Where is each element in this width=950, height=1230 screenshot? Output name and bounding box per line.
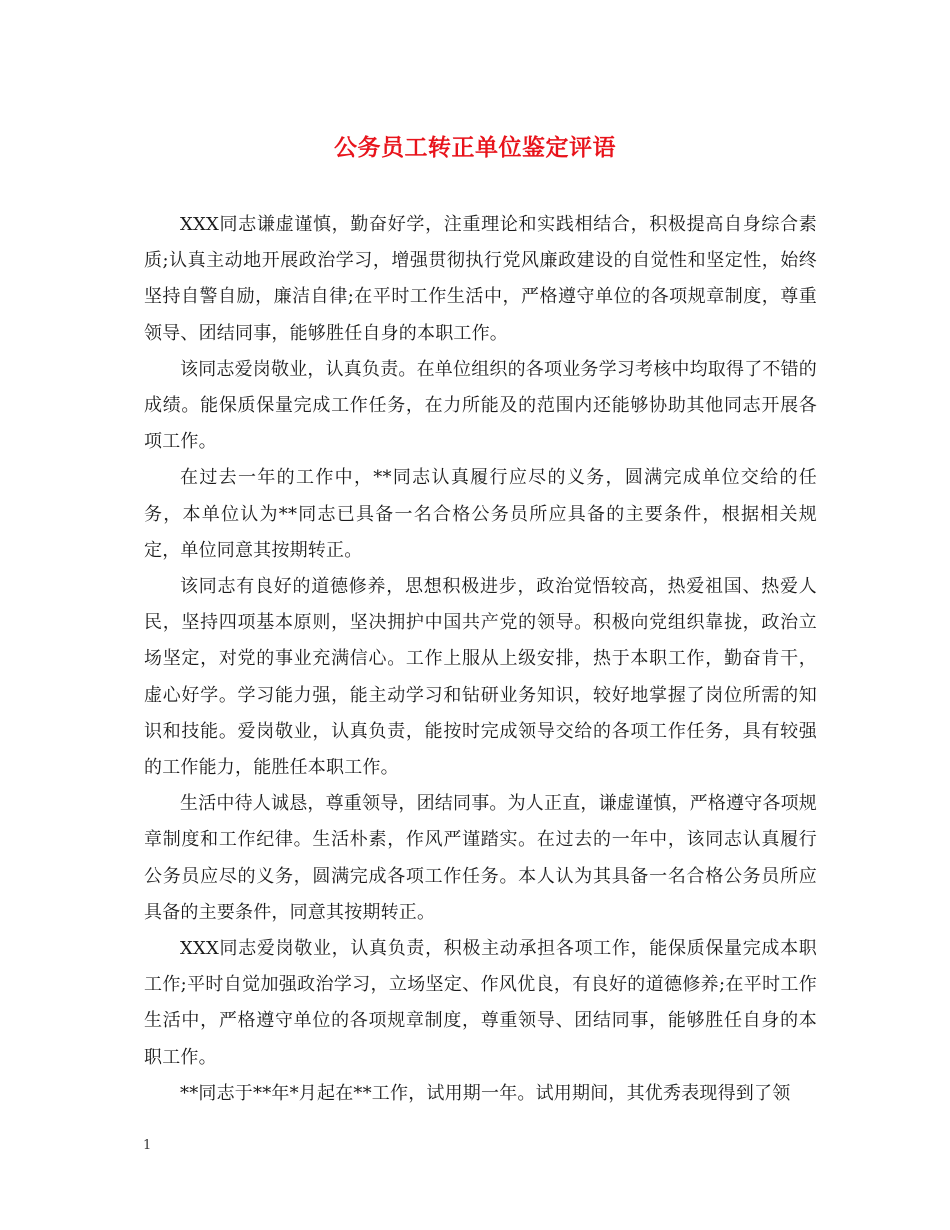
paragraph-3: 在过去一年的工作中，**同志认真履行应尽的义务，圆满完成单位交给的任务，本单位认为**同志已具备一名合格公务员所应具备的主要条件，根据相关规定，单位同意其按期转正。 <box>144 467 817 561</box>
document-title: 公务员工转正单位鉴定评语 <box>334 134 616 161</box>
paragraph-7: **同志于**年*月起在**工作，试用期一年。试用期间，其优秀表现得到了领 <box>180 1082 791 1104</box>
document-body <box>144 207 817 1112</box>
paragraph-2: 该同志爱岗敬业，认真负责。在单位组织的各项业务学习考核中均取得了不错的成绩。能保质保量完成工作任务，在力所能及的范围内还能够协助其他同志开展各项工作。 <box>144 358 817 453</box>
paragraph-1: XXX同志谦虚谨慎，勤奋好学，注重理论和实践相结合，积极提高自身综合素质;认真主动地开展政治学习，增强贯彻执行党风廉政建设的自觉性和坚定性，始终坚持自警自励，廉洁自律;在平时工作生活中，严格遵守单位的各项规章制度，尊重领导、团结同事，能够胜任自身的本职工作。 <box>144 214 817 344</box>
page-number: 1 <box>143 1138 152 1153</box>
paragraph-5: 生活中待人诚恳，尊重领导，团结同事。为人正直，谦虚谨慎，严格遵守各项规章制度和工作纪律。生活朴素，作风严谨踏实。在过去的一年中，该同志认真履行公务员应尽的义务，圆满完成各项工作任务。本人认为其具备一名合格公务员所应具备的主要条件，同意其按期转正。 <box>144 793 817 923</box>
paragraph-6: XXX同志爱岗敬业，认真负责，积极主动承担各项工作，能保质保量完成本职工作;平时自觉加强政治学习，立场坚定、作风优良，有良好的道德修养;在平时工作生活中，严格遵守单位的各项规章制度，尊重领导、团结同事，能够胜任自身的本职工作。 <box>144 938 817 1068</box>
paragraph-4: 该同志有良好的道德修养，思想积极进步，政治觉悟较高，热爱祖国、热爱人民，坚持四项基本原则，坚决拥护中国共产党的领导。积极向党组织靠拢，政治立场坚定，对党的事业充满信心。工作上服从上级安排，热于本职工作，勤奋肯干，虚心好学。学习能力强，能主动学习和钻研业务知识，较好地掌握了岗位所需的知识和技能。爱岗敬业，认真负责，能按时完成领导交给的各项工作任务，具有较强的工作能力，能胜任本职工作。 <box>144 576 817 779</box>
